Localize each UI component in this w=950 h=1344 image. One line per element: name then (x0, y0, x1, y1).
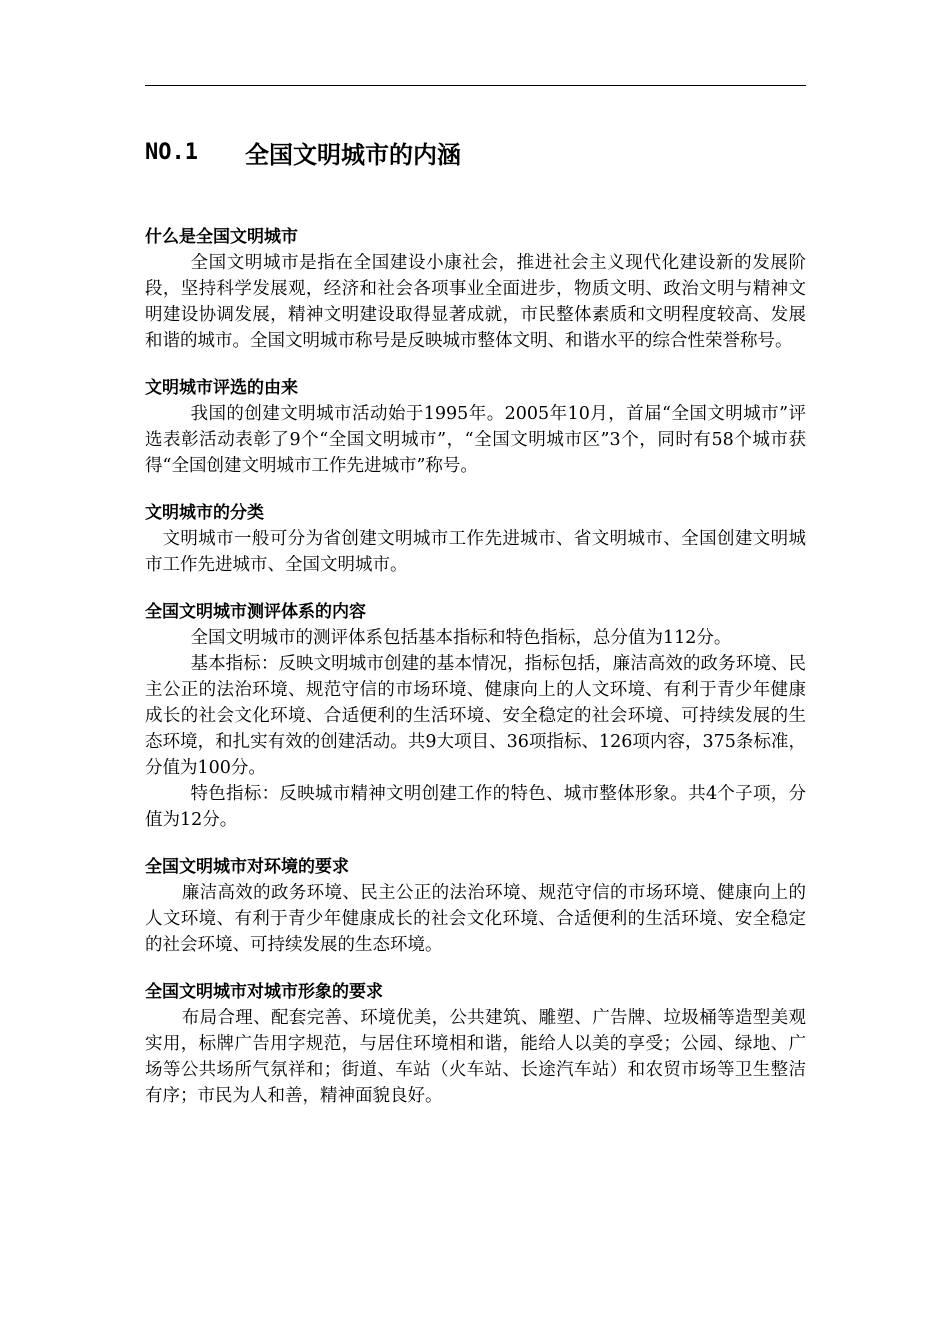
title-text: 全国文明城市的内涵 (245, 140, 461, 169)
section-heading: 文明城市评选的由来 (145, 378, 298, 398)
section-heading: 全国文明城市对城市形象的要求 (145, 982, 383, 1002)
header-rule (145, 85, 806, 86)
title-number: NO.1 (145, 139, 198, 165)
section-heading: 文明城市的分类 (145, 503, 264, 523)
section-heading: 什么是全国文明城市 (145, 227, 298, 247)
section-heading: 全国文明城市对环境的要求 (145, 857, 349, 877)
section-paragraph: 文明城市一般可分为省创建文明城市工作先进城市、省文明城市、全国创建文明城市工作先进城市、全国文明城市。 (145, 529, 806, 575)
section-paragraph: 布局合理、配套完善、环境优美，公共建筑、雕塑、广告牌、垃圾桶等造型美观实用，标牌广告用字规范，与居住环境相和谐，能给人以美的享受；公园、绿地、广场等公共场所气氛祥和；街道、车站（火车站、长途汽车站）和农贸市场等卫生整洁有序；市民为人和善，精神面貌良好。 (145, 1008, 806, 1106)
section-evaluation-system (145, 599, 806, 833)
section-city-image (145, 979, 806, 1109)
section-what-is (145, 224, 806, 354)
section-paragraph: 我国的创建文明城市活动始于1995年。2005年10月，首届“全国文明城市”评选表彰活动表彰了9个“全国文明城市”，“全国文明城市区”3个，同时有58个城市获得“全国创建文明城市工作先进城市”称号。 (145, 404, 806, 476)
page-title (145, 134, 461, 170)
section-paragraph: 全国文明城市是指在全国建设小康社会，推进社会主义现代化建设新的发展阶段，坚持科学发展观，经济和社会各项事业全面进步，物质文明、政治文明与精神文明建设协调发展，精神文明建设取得显著成就，市民整体素质和文明程度较高、发展和谐的城市。全国文明城市称号是反映城市整体文明、和谐水平的综合性荣誉称号。 (145, 253, 806, 351)
section-paragraph: 廉洁高效的政务环境、民主公正的法治环境、规范守信的市场环境、健康向上的人文环境、有利于青少年健康成长的社会文化环境、合适便利的生活环境、安全稳定的社会环境、可持续发展的生态环境。 (145, 883, 806, 955)
section-origin (145, 375, 806, 479)
section-environment (145, 854, 806, 958)
section-classification (145, 500, 806, 578)
section-paragraph: 全国文明城市的测评体系包括基本指标和特色指标，总分值为112分。 (190, 628, 732, 648)
section-heading: 全国文明城市测评体系的内容 (145, 602, 366, 622)
section-paragraph: 基本指标：反映文明城市创建的基本情况，指标包括，廉洁高效的政务环境、民主公正的法治环境、规范守信的市场环境、健康向上的人文环境、有利于青少年健康成长的社会文化环境、合适便利的生活环境、安全稳定的社会环境、可持续发展的生态环境，和扎实有效的创建活动。共9大项目、36项指标、126项内容，375条标准，分值为100分。 (145, 654, 806, 778)
section-paragraph: 特色指标：反映城市精神文明创建工作的特色、城市整体形象。共4个子项，分值为12分。 (145, 784, 806, 830)
document-body (145, 224, 806, 1130)
